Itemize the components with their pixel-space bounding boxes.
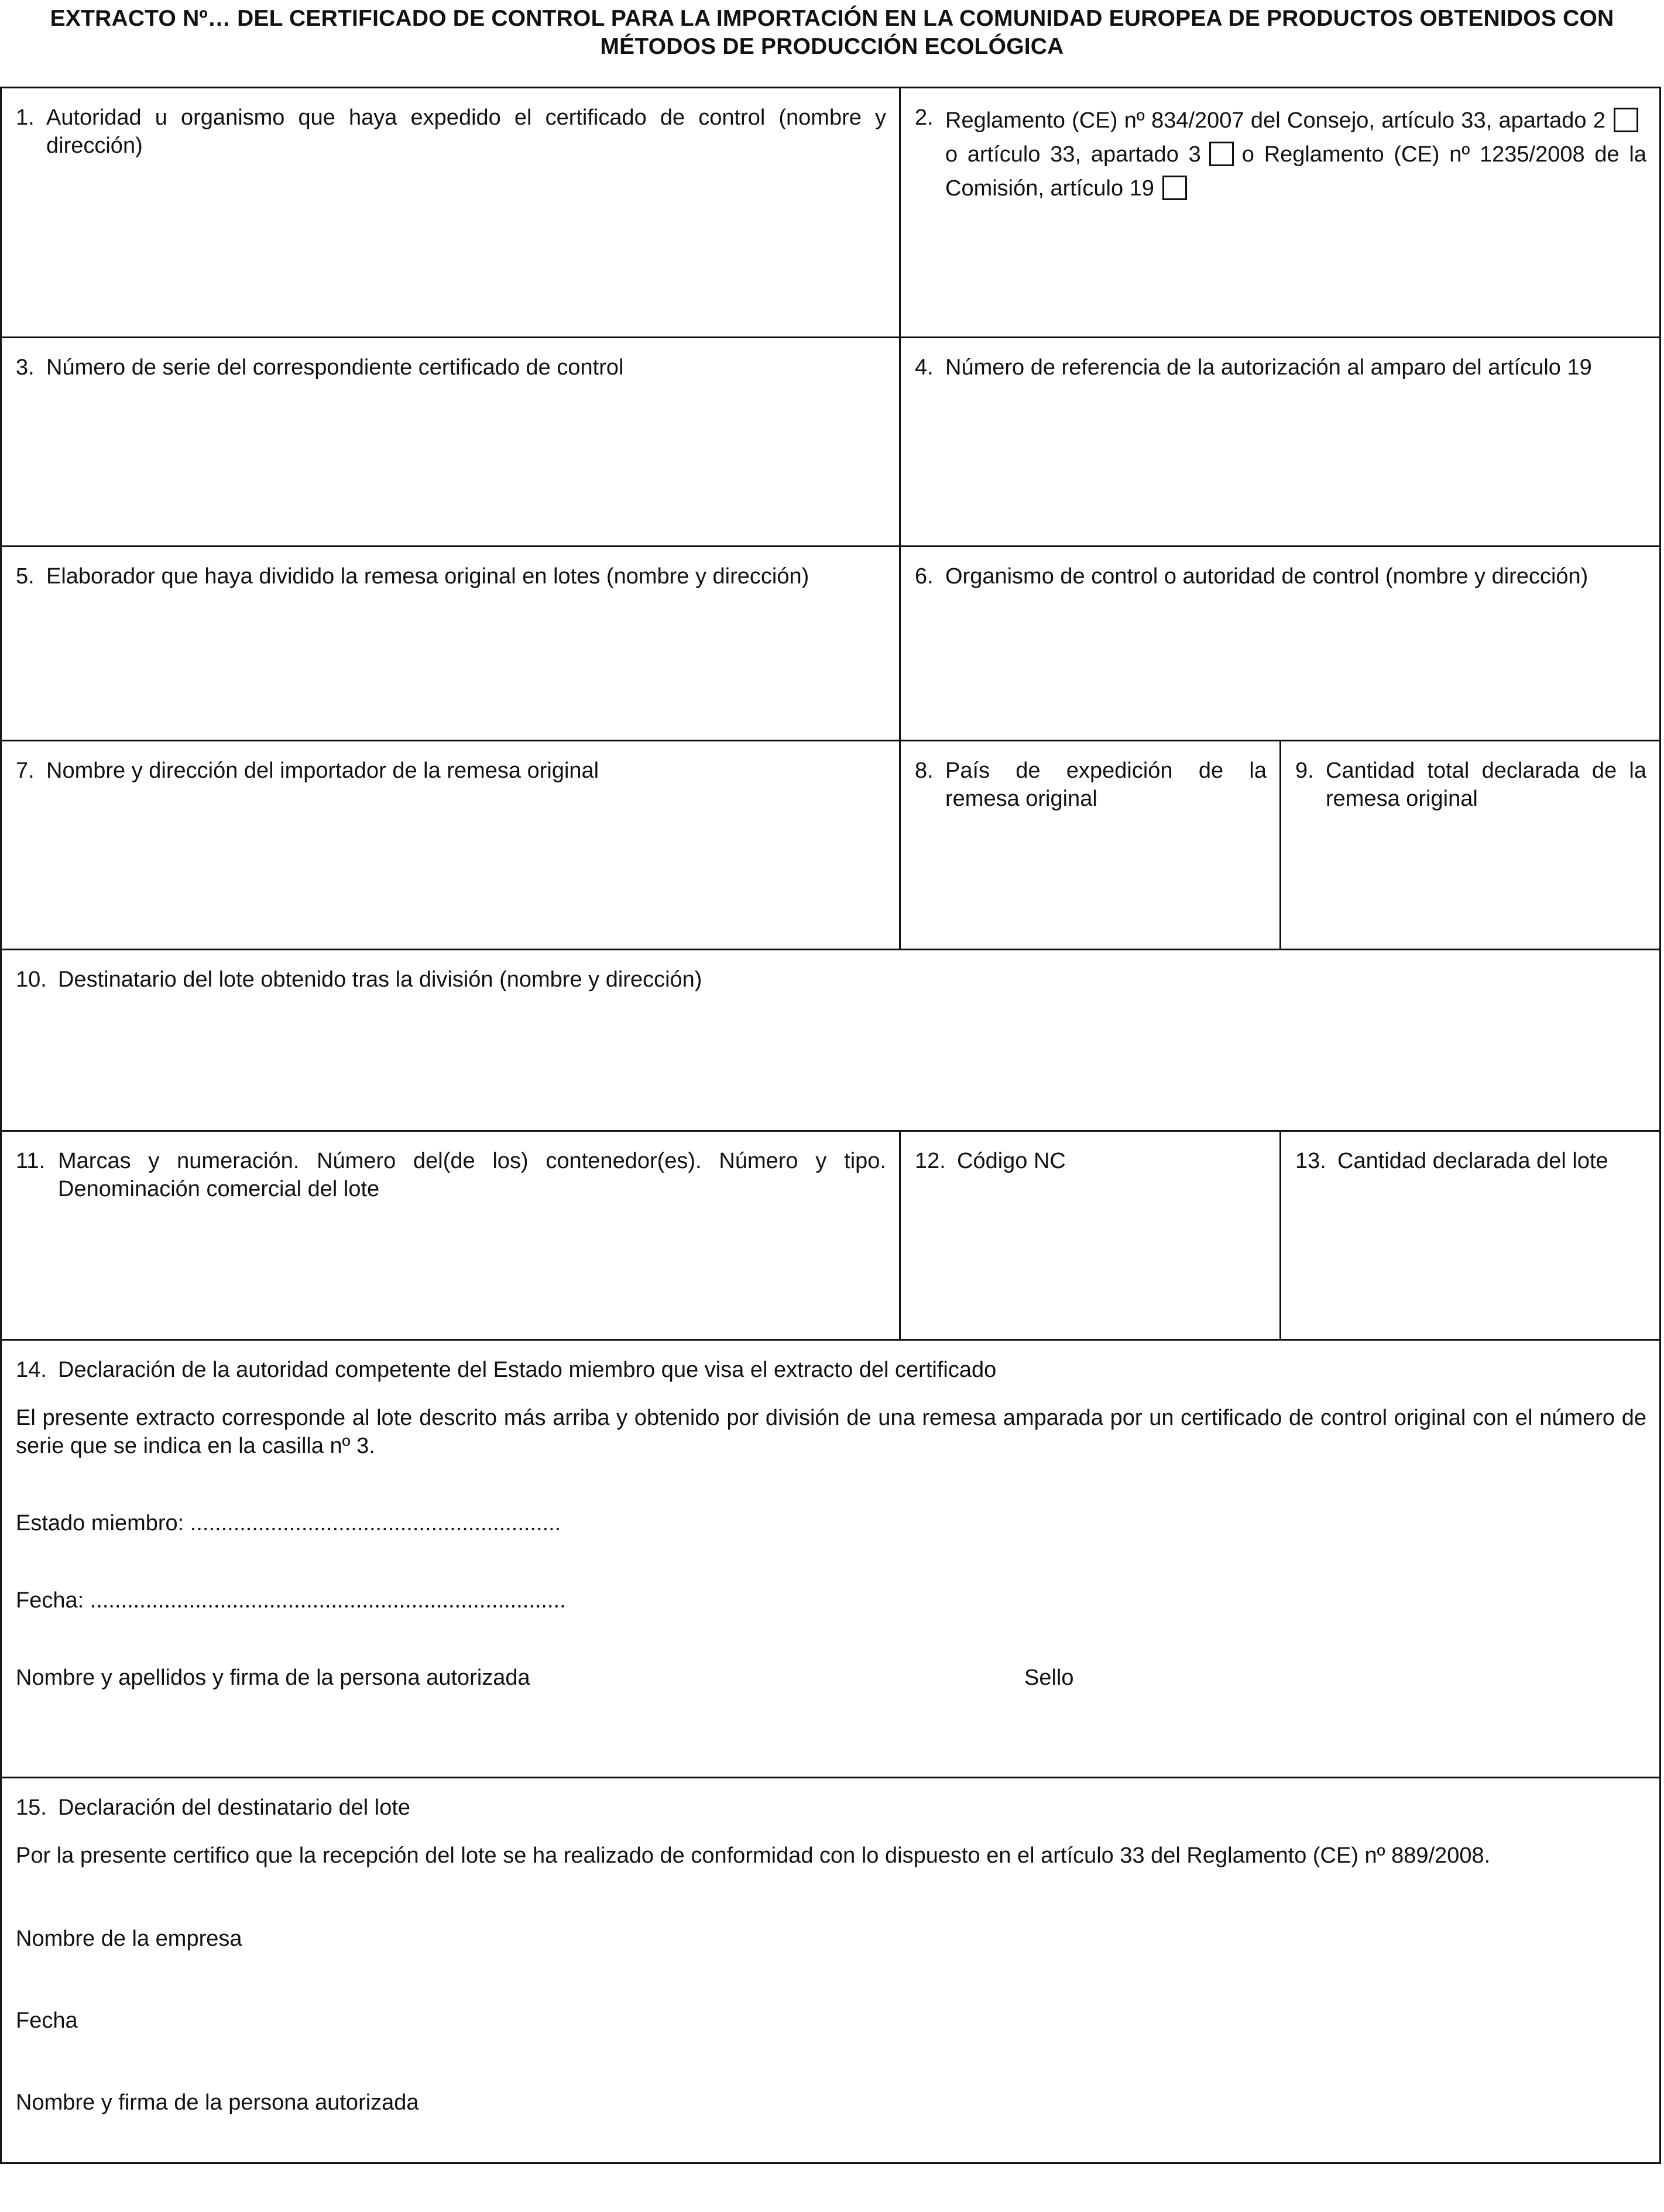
- box-6-text: Organismo de control o autoridad de control (nombre y dirección): [945, 564, 1588, 589]
- box-10-label: [16, 966, 1646, 994]
- box-8-text: País de expedición de la remesa original: [945, 758, 1267, 811]
- box-2: [899, 88, 1659, 336]
- box-6[interactable]: [899, 547, 1659, 740]
- title-line-1: EXTRACTO Nº… DEL CERTIFICADO DE CONTROL PARA LA IMPORTACIÓN EN LA COMUNIDAD EUROPEA DE PRODUCTOS OBTENIDOS CON: [50, 6, 1614, 31]
- form-row-8: [2, 1778, 1659, 2162]
- box-3-text: Número de serie del correspondiente certificado de control: [46, 355, 624, 380]
- box-5-number: 5.: [16, 564, 35, 589]
- box-2-label: [915, 104, 1646, 205]
- box-14: [2, 1341, 1659, 1777]
- member-state-field[interactable]: Estado miembro: ............................................................: [16, 1511, 561, 1536]
- box-9[interactable]: [1279, 741, 1659, 949]
- box-15: [2, 1778, 1659, 2162]
- box-11-number: 11.: [16, 1149, 46, 1173]
- box-12-label: [915, 1147, 1267, 1175]
- box-12-number: 12.: [915, 1149, 946, 1173]
- box-2-text: [915, 104, 1646, 205]
- box-14-text: Declaración de la autoridad competente del Estado miembro que visa el extracto del certificado: [58, 1358, 997, 1382]
- box-9-number: 9.: [1295, 758, 1314, 783]
- box-7-text: Nombre y dirección del importador de la remesa original: [46, 758, 599, 783]
- form-row-6: [2, 1132, 1659, 1341]
- box-7[interactable]: [2, 741, 899, 949]
- box-1-number: 1.: [16, 105, 35, 130]
- box-3-label: [16, 353, 886, 382]
- box-13-text: Cantidad declarada del lote: [1337, 1149, 1608, 1173]
- form-row-2: [2, 338, 1659, 547]
- box-5-label: [16, 562, 886, 590]
- box-15-label: [16, 1794, 1646, 1822]
- box-15-number: 15.: [16, 1795, 47, 1820]
- box-8-number: 8.: [915, 758, 934, 783]
- box-1-text: Autoridad u organismo que haya expedido el certificado de control (nombre y dirección): [46, 105, 886, 158]
- document-title: [0, 5, 1664, 61]
- box-10-number: 10.: [16, 967, 47, 992]
- box-5[interactable]: [2, 547, 899, 740]
- box-11-label: [16, 1147, 886, 1203]
- box-6-label: [915, 562, 1646, 590]
- form-row-4: [2, 741, 1659, 950]
- box-4-number: 4.: [915, 355, 934, 380]
- box-7-number: 7.: [16, 758, 35, 783]
- form-row-1: [2, 88, 1659, 338]
- seal-label: Sello: [1024, 1665, 1074, 1690]
- checkbox-article-33-3[interactable]: [1209, 142, 1234, 166]
- box-4[interactable]: [899, 338, 1659, 545]
- box-8[interactable]: [899, 741, 1279, 949]
- box-12-text: Código NC: [957, 1149, 1066, 1173]
- box-10[interactable]: [2, 950, 1659, 1130]
- box-1[interactable]: [2, 88, 899, 336]
- box-2-option-1-text: Reglamento (CE) nº 834/2007 del Consejo, artículo 33, apartado 2: [945, 108, 1605, 133]
- company-name-field[interactable]: Nombre de la empresa: [16, 1926, 242, 1951]
- box-13-number: 13.: [1295, 1149, 1326, 1173]
- checkbox-article-33-2[interactable]: [1614, 108, 1638, 132]
- box-12[interactable]: [899, 1132, 1279, 1339]
- box-8-label: [915, 757, 1267, 813]
- box-14-label: [16, 1356, 1646, 1384]
- box-9-text: Cantidad total declarada de la remesa original: [1326, 758, 1646, 811]
- form-table: [0, 87, 1661, 2164]
- box-13-label: [1295, 1147, 1646, 1175]
- receipt-date-field[interactable]: Fecha: [16, 2008, 78, 2033]
- box-5-text: Elaborador que haya dividido la remesa original en lotes (nombre y dirección): [46, 564, 809, 589]
- recipient-signatory-field[interactable]: Nombre y firma de la persona autorizada: [16, 2090, 419, 2115]
- box-7-label: [16, 757, 886, 785]
- box-2-number: 2.: [915, 105, 934, 130]
- box-10-text: Destinatario del lote obtenido tras la división (nombre y dirección): [58, 967, 702, 992]
- box-1-label: [16, 104, 886, 160]
- box-13[interactable]: [1279, 1132, 1659, 1339]
- box-9-label: [1295, 757, 1646, 813]
- box-3[interactable]: [2, 338, 899, 545]
- box-2-option-3-text: o Reglamento (CE) nº 1235/2008 de la Comisión, artículo 19: [945, 142, 1647, 201]
- box-4-text: Número de referencia de la autorización al amparo del artículo 19: [945, 355, 1592, 380]
- box-14-number: 14.: [16, 1358, 47, 1382]
- box-4-label: [915, 353, 1646, 382]
- form-row-7: [2, 1341, 1659, 1778]
- authorized-signatory-label: Nombre y apellidos y firma de la persona autorizada: [16, 1665, 530, 1690]
- box-3-number: 3.: [16, 355, 35, 380]
- box-6-number: 6.: [915, 564, 934, 589]
- box-11-text: Marcas y numeración. Número del(de los) contenedor(es). Número y tipo. Denominación comercial del lote: [58, 1149, 886, 1201]
- box-15-statement: Por la presente certifico que la recepción del lote se ha realizado de conformidad con lo dispuesto en el artículo 33 del Reglamento (CE) nº 889/2008.: [16, 1843, 1491, 1868]
- box-11[interactable]: [2, 1132, 899, 1339]
- checkbox-article-19[interactable]: [1162, 176, 1187, 200]
- box-14-statement: El presente extracto corresponde al lote descrito más arriba y obtenido por división de una remesa amparada por un certificado de control original con el número de serie que se indica en la casilla nº 3.: [16, 1406, 1646, 1458]
- box-2-option-2-text: o artículo 33, apartado 3: [945, 142, 1201, 167]
- title-line-2: MÉTODOS DE PRODUCCIÓN ECOLÓGICA: [600, 34, 1064, 59]
- form-row-3: [2, 547, 1659, 741]
- form-row-5: [2, 950, 1659, 1132]
- box-15-text: Declaración del destinatario del lote: [58, 1795, 411, 1820]
- date-field[interactable]: Fecha: .............................................................................: [16, 1588, 566, 1613]
